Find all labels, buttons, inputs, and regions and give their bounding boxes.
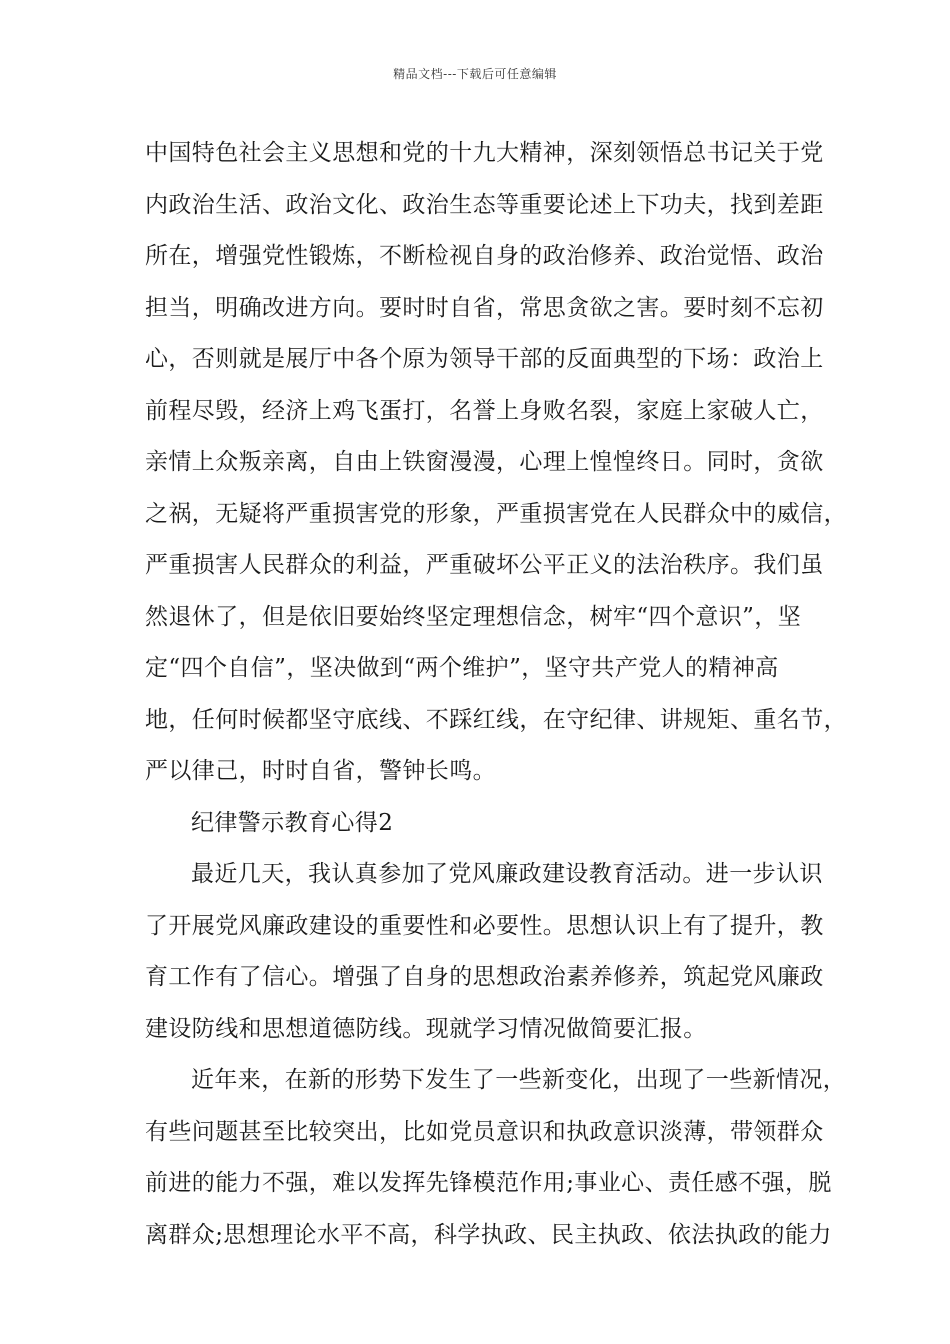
text-line: 前进的能力不强，难以发挥先锋模范作用;事业心、责任感不强，脱 <box>145 1170 832 1196</box>
text-line: 了开展党风廉政建设的重要性和必要性。思想认识上有了提升，教 <box>145 912 824 939</box>
text-line: 所在，增强党性锻炼，不断检视自身的政治修养、政治觉悟、政治 <box>145 243 824 269</box>
text-line: 严重损害人民群众的利益，严重破坏公平正义的法治秩序。我们虽 <box>145 552 824 578</box>
text-line: 之祸，无疑将严重损害党的形象，严重损害党在人民群众中的威信， <box>145 500 847 527</box>
text-line: 有些问题甚至比较突出，比如党员意识和执政意识淡薄，带领群众 <box>145 1118 824 1145</box>
body-text <box>145 128 847 1261</box>
text-line: 前程尽毁，经济上鸡飞蛋打，名誉上身败名裂，家庭上家破人亡， <box>145 397 824 424</box>
text-line: 严以律己，时时自省，警钟长鸣。 <box>145 758 496 784</box>
text-line: 离群众;思想理论水平不高，科学执政、民主执政、依法执政的能力 <box>145 1221 832 1248</box>
text-line: 担当，明确改进方向。要时时自省，常思贪欲之害。要时刻不忘初 <box>145 294 824 321</box>
text-line: 最近几天，我认真参加了党风廉政建设教育活动。进一步认识 <box>191 861 823 887</box>
page-header: 精品文档---下载后可任意编辑 <box>393 67 557 81</box>
text-line: 内政治生活、政治文化、政治生态等重要论述上下功夫，找到差距 <box>145 191 824 218</box>
text-line: 然退休了，但是依旧要始终坚定理想信念，树牢“四个意识”，坚 <box>145 603 802 630</box>
text-line: 建设防线和思想道德防线。现就学习情况做简要汇报。 <box>145 1015 707 1042</box>
text-line: 定“四个自信”，坚决做到“两个维护”，坚守共产党人的精神高 <box>145 655 779 681</box>
text-line: 地，任何时候都坚守底线、不踩红线，在守纪律、讲规矩、重名节， <box>145 706 847 733</box>
text-line: 近年来，在新的形势下发生了一些新变化，出现了一些新情况， <box>191 1067 847 1093</box>
text-line: 心，否则就是展厅中各个原为领导干部的反面典型的下场：政治上 <box>145 346 824 372</box>
text-line: 亲情上众叛亲离，自由上铁窗漫漫，心理上惶惶终日。同时，贪欲 <box>145 449 824 475</box>
text-line: 中国特色社会主义思想和党的十九大精神，深刻领悟总书记关于党 <box>145 140 824 166</box>
text-line: 育工作有了信心。增强了自身的思想政治素养修养，筑起党风廉政 <box>145 964 824 990</box>
section-heading: 纪律警示教育心得2 <box>191 809 394 836</box>
